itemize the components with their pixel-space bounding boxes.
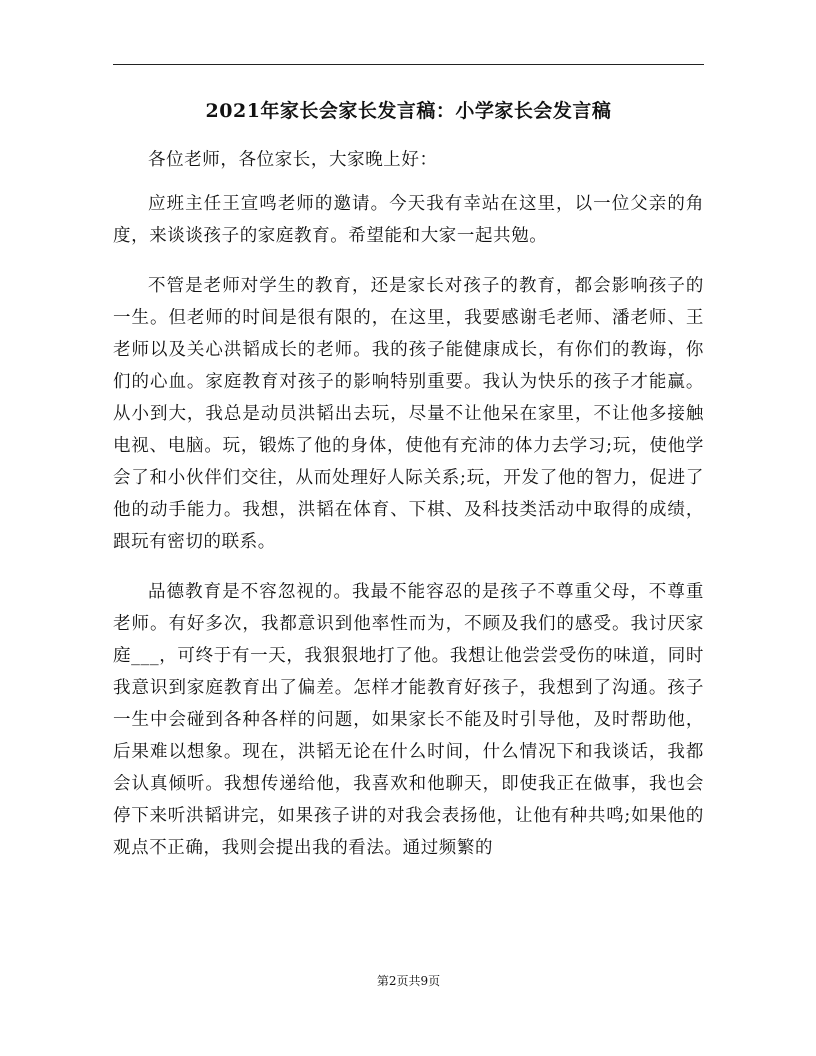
page-number: 第2页共9页	[376, 974, 441, 988]
paragraph-1: 应班主任王宣鸣老师的邀请。今天我有幸站在这里，以一位父亲的角度，来谈谈孩子的家庭教育。希望能和大家一起共勉。	[113, 194, 704, 246]
paragraph-3: 品德教育是不容忽视的。我最不能容忍的是孩子不尊重父母，不尊重老师。有好多次，我都意识到他率性而为，不顾及我们的感受。我讨厌家庭___，可终于有一天，我狠狠地打了他。我想让他尝尝受伤的味道，同时我意识到家庭教育出了偏差。怎样才能教育好孩子，我想到了沟通。孩子一生中会碰到各种各样的问题，如果家长不能及时引导他，及时帮助他，后果难以想象。现在，洪韬无论在什么时间，什么情况下和我谈话，我都会认真倾听。我想传递给他，我喜欢和他聊天，即使我正在做事，我也会停下来听洪韬讲完，如果孩子讲的对我会表扬他，让他有种共鸣;如果他的观点不正确，我则会提出我的看法。通过频繁的	[113, 582, 704, 858]
paragraph-greeting: 各位老师，各位家长，大家晚上好：	[148, 150, 438, 170]
paragraph-2: 不管是老师对学生的教育，还是家长对孩子的教育，都会影响孩子的一生。但老师的时间是很有限的，在这里，我要感谢毛老师、潘老师、王老师以及关心洪韬成长的老师。我的孩子能健康成长，有你们的教诲，你们的心血。家庭教育对孩子的影响特别重要。我认为快乐的孩子才能赢。从小到大，我总是动员洪韬出去玩，尽量不让他呆在家里，不让他多接触电视、电脑。玩，锻炼了他的身体，使他有充沛的体力去学习;玩，使他学会了和小伙伴们交往，从而处理好人际关系;玩，开发了他的智力，促进了他的动手能力。我想，洪韬在体育、下棋、及科技类活动中取得的成绩，跟玩有密切的联系。	[113, 276, 704, 552]
header-rule	[113, 64, 704, 65]
document-title: 2021年家长会家长发言稿：小学家长会发言稿	[205, 100, 612, 122]
document-body	[113, 144, 704, 864]
